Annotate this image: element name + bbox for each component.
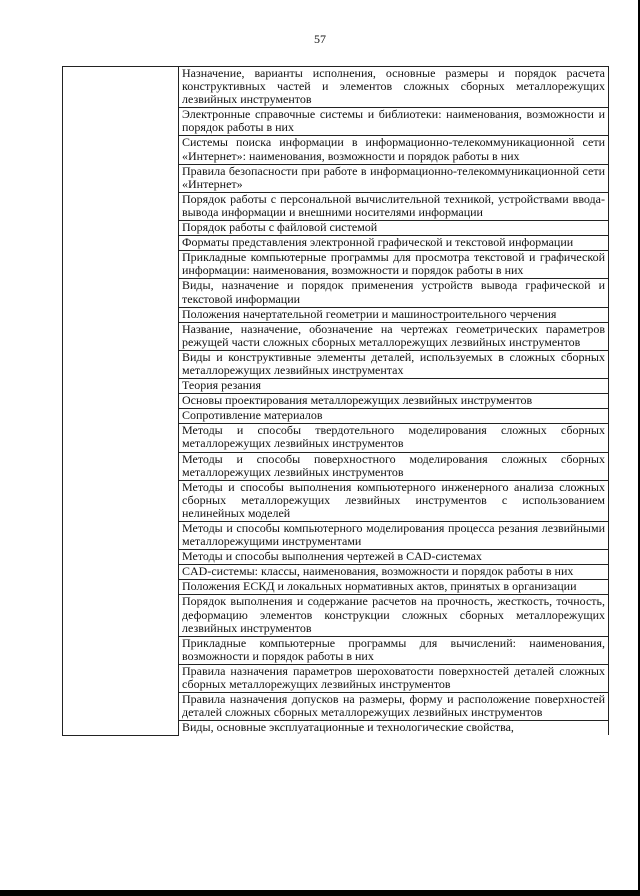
table-cell: Теория резания [179,379,609,394]
table-cell: Виды и конструктивные элементы деталей, используемых в сложных сборных металлорежущих лезвийных инструментах [179,350,609,378]
table-row [63,67,609,108]
table-cell: Порядок работы с файловой системой [179,221,609,236]
table-cell: Положения начертательной геометрии и машиностроительного черчения [179,307,609,322]
page-number: 57 [314,32,326,46]
table-cell: Порядок работы с персональной вычислительной техникой, устройствами ввода-вывода информации и внешними носителями информации [179,192,609,220]
table-cell: Правила назначения допусков на размеры, форму и расположение поверхностей деталей сложных сборных металлорежущих лезвийных инструментов [179,693,609,721]
table-cell: CAD-системы: классы, наименования, возможности и порядок работы в них [179,565,609,580]
table-cell: Виды, основные эксплуатационные и технологические свойства, [179,721,609,736]
table-cell: Название, назначение, обозначение на чертежах геометрических параметров режущей части сложных сборных металлорежущих лезвийных инструментов [179,322,609,350]
table-cell: Методы и способы компьютерного моделирования процесса резания лезвийными металлорежущими инструментами [179,522,609,550]
left-column-cell [63,67,179,736]
table-cell: Правила безопасности при работе в информационно-телекоммуникационной сети «Интернет» [179,164,609,192]
table-cell: Методы и способы твердотельного моделирования сложных сборных металлорежущих лезвийных инструментов [179,424,609,452]
table-cell: Методы и способы выполнения компьютерного инженерного анализа сложных сборных металлорежущих лезвийных инструментов с использованием нелинейных моделей [179,480,609,521]
table-cell: Прикладные компьютерные программы для просмотра текстовой и графической информации: наименования, возможности и порядок работы в них [179,251,609,279]
table-cell: Порядок выполнения и содержание расчетов на прочность, жесткость, точность, деформацию элементов конструкции сложных сборных металлорежущих лезвийных инструментов [179,595,609,636]
knowledge-table [62,66,609,736]
scan-edge-bottom [0,890,640,896]
table-cell: Прикладные компьютерные программы для вычислений: наименования, возможности и порядок работы в них [179,636,609,664]
table-cell: Форматы представления электронной графической и текстовой информации [179,236,609,251]
table-cell: Положения ЕСКД и локальных нормативных актов, принятых в организации [179,580,609,595]
table-cell: Методы и способы поверхностного моделирования сложных сборных металлорежущих лезвийных инструментов [179,452,609,480]
table-cell: Основы проектирования металлорежущих лезвийных инструментов [179,394,609,409]
table-cell: Назначение, варианты исполнения, основные размеры и порядок расчета конструктивных частей и элементов сложных сборных металлорежущих лезвийных инструментов [179,67,609,108]
table-cell: Методы и способы выполнения чертежей в CAD-системах [179,550,609,565]
table-cell: Правила назначения параметров шероховатости поверхностей деталей сложных сборных металлорежущих лезвийных инструментов [179,664,609,692]
table-cell: Виды, назначение и порядок применения устройств вывода графической и текстовой информации [179,279,609,307]
table-cell: Системы поиска информации в информационно-телекоммуникационной сети «Интернет»: наименования, возможности и порядок работы в них [179,136,609,164]
table-cell: Электронные справочные системы и библиотеки: наименования, возможности и порядок работы в них [179,108,609,136]
table-cell: Сопротивление материалов [179,409,609,424]
